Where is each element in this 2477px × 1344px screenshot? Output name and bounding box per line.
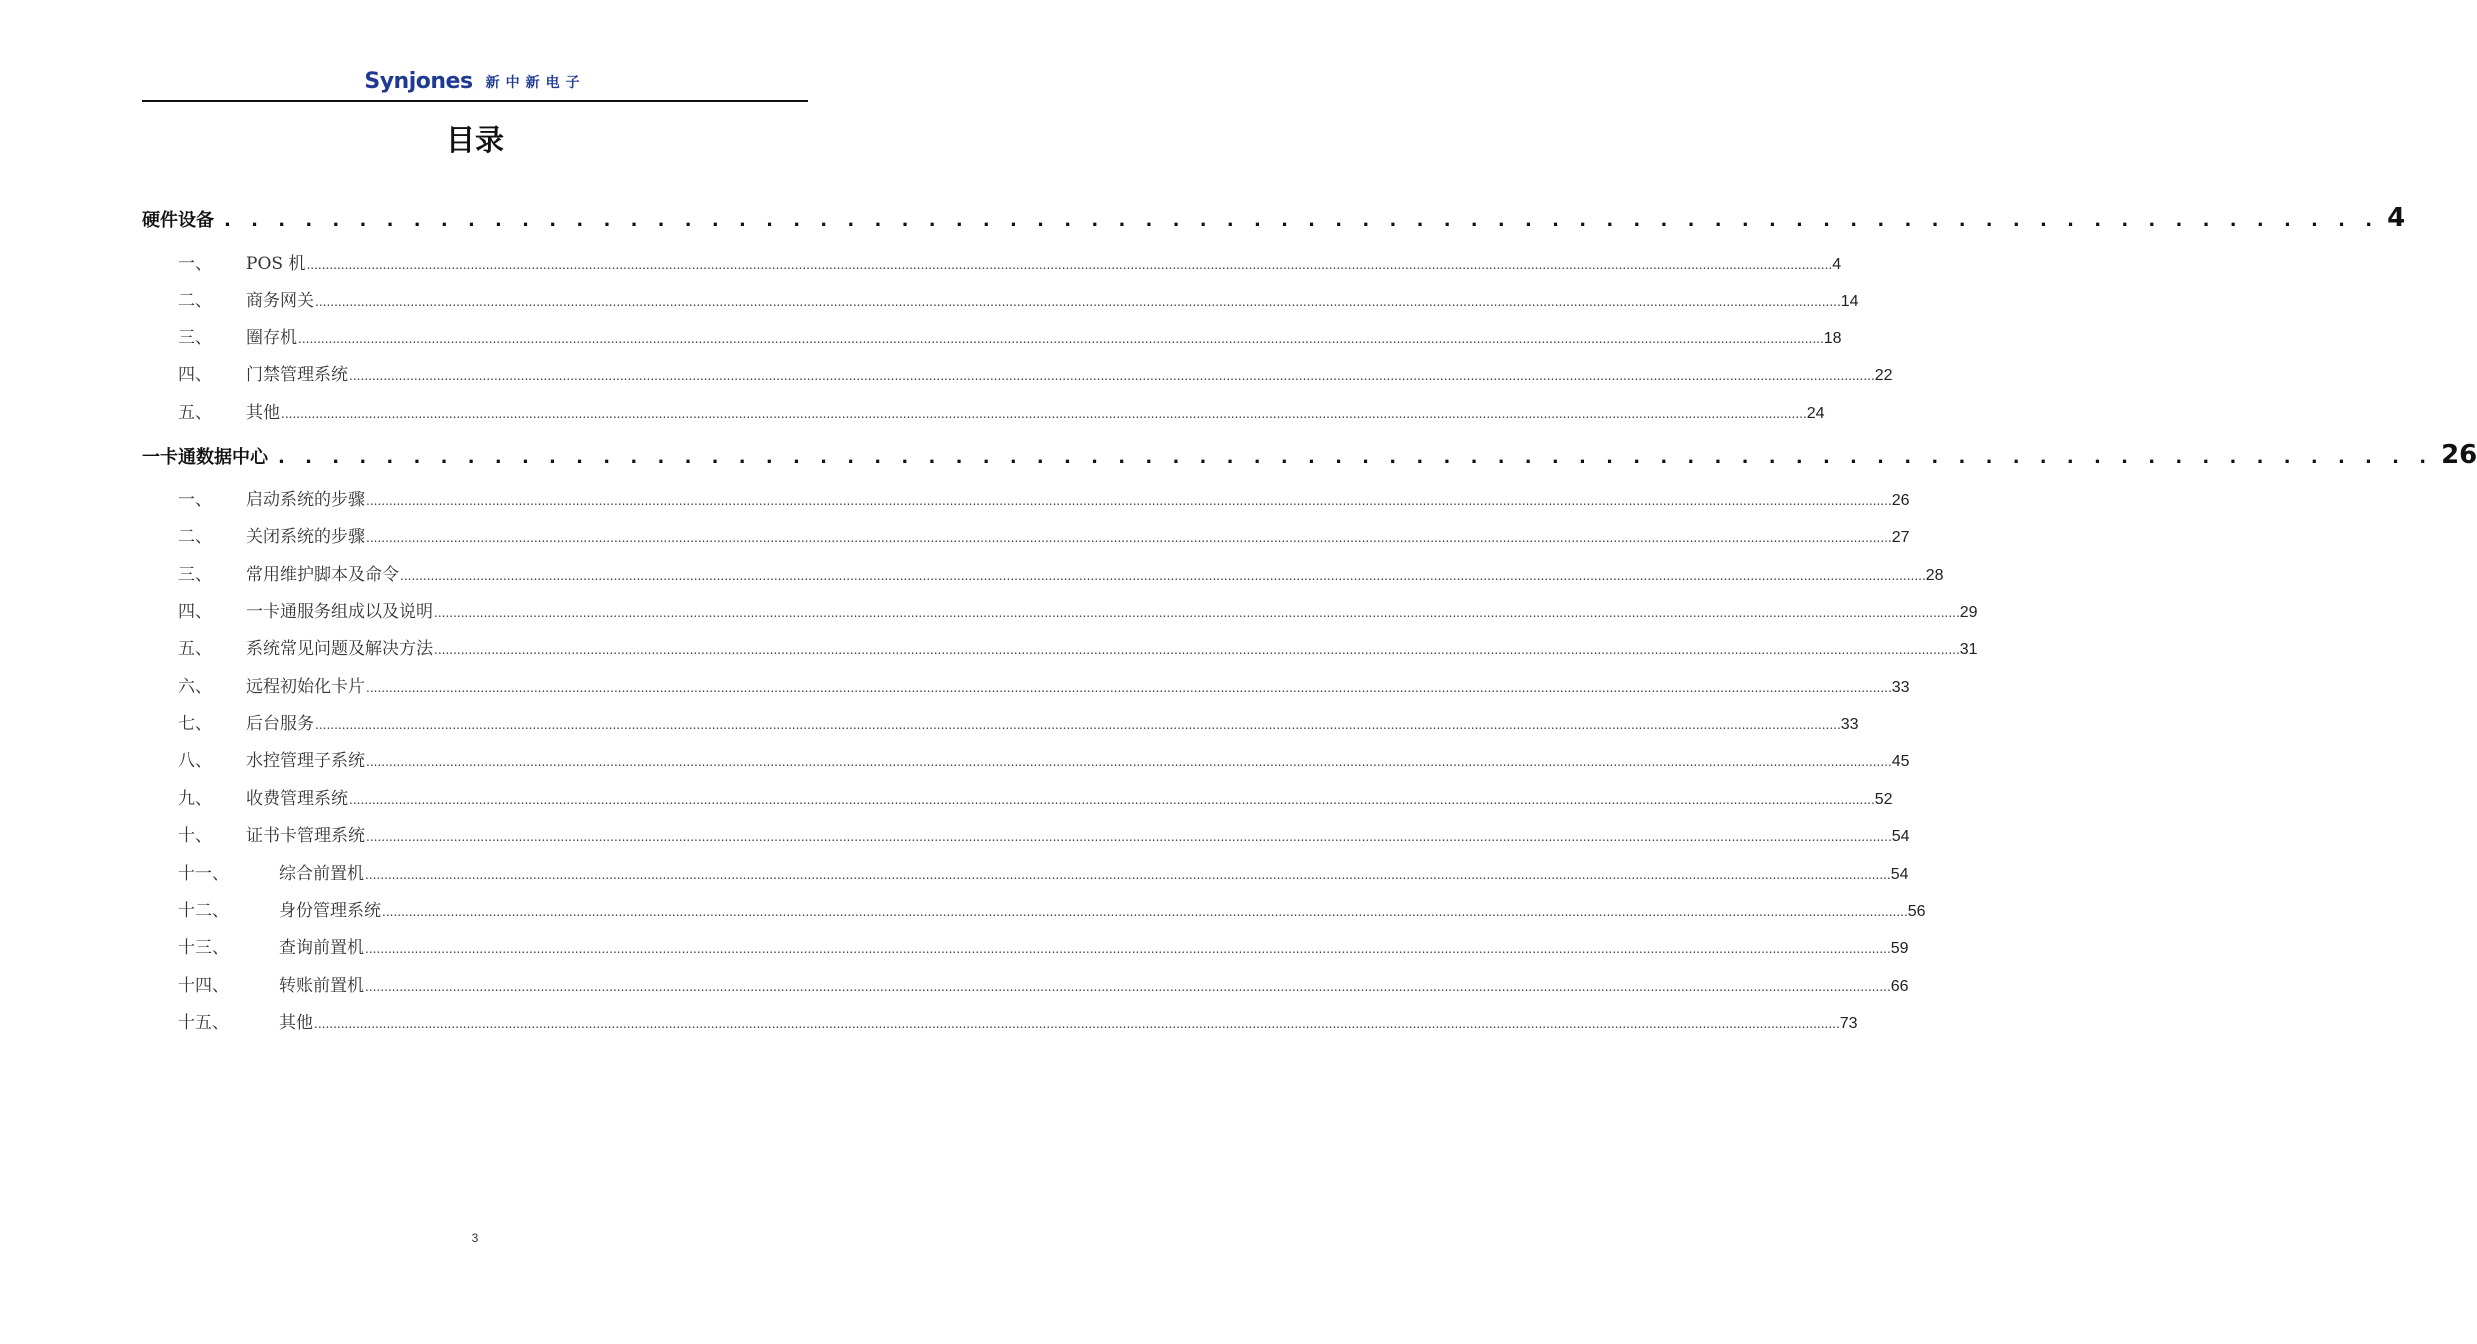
toc-section[interactable] (142, 203, 2406, 233)
toc-entry-page: 26 (1891, 492, 1910, 509)
toc-entry[interactable] (142, 1008, 1858, 1033)
toc-entry-number: 三、 (178, 328, 212, 348)
toc-entry-number: 十四、 (178, 976, 229, 996)
toc-dot-leader: ................................................................................................................................................................................................................................................................................................................................................................................................................ (366, 681, 1892, 695)
toc-entry-number: 五、 (178, 639, 212, 659)
toc-entry-page: 33 (1891, 679, 1910, 696)
toc-entry-number: 四、 (178, 602, 212, 622)
toc-entry-page: 4 (1832, 256, 1842, 273)
toc-entry[interactable] (142, 522, 1910, 547)
toc-entry[interactable] (142, 746, 1910, 771)
toc-entry[interactable] (142, 323, 1842, 348)
toc-entry-number: 五、 (178, 403, 212, 423)
toc-dot-leader: ................................................................................................................................................................................................................................................................................................................................................................................................................ (281, 407, 1807, 421)
toc-entry-title: 门禁管理系统 (246, 365, 348, 385)
toc-entry-page: 33 (1840, 716, 1859, 733)
logo-chinese-name: 新中新电子 (485, 74, 586, 91)
toc-entry-page: 45 (1891, 753, 1910, 770)
toc-entry-page: 27 (1891, 529, 1910, 546)
toc-entry-title: 圈存机 (246, 328, 297, 348)
toc-entry-page: 54 (1891, 828, 1910, 845)
toc-entry-title: 后台服务 (246, 714, 314, 734)
toc-entry-title: 转账前置机 (279, 976, 364, 996)
toc-entry-number: 八、 (178, 751, 212, 771)
toc-entry-number: 十一、 (178, 864, 229, 884)
toc-dot-leader: ................................................................................................................................................................................................................................................................................................................................................................................................................ (365, 942, 1891, 956)
toc-section-title: 一卡通数据中心 (142, 447, 268, 468)
toc-entry-title: 系统常见问题及解决方法 (246, 639, 433, 659)
toc-entry-page: 59 (1890, 940, 1909, 957)
toc-entry-title: 启动系统的步骤 (246, 490, 365, 510)
toc-dot-leader: ................................................................................................................................................................................................................................................................................................................................................................................................................ (349, 793, 1875, 807)
toc-entry-title: POS 机 (246, 254, 306, 274)
toc-entry-title: 收费管理系统 (246, 789, 348, 809)
toc-dot-leader: ................................................................................................................................................................................................................................................................................................................................................................................................................ (314, 1017, 1840, 1031)
page-title: 目录 (445, 123, 504, 157)
toc-entry-page: 66 (1890, 978, 1909, 995)
page-header (142, 66, 808, 102)
toc-dot-leader: ................................................................................................................................................................................................................................................................................................................................................................................................................ (365, 868, 1891, 882)
toc-entry-number: 十、 (178, 826, 212, 846)
toc-entry[interactable] (142, 398, 1825, 423)
toc-entry-number: 一、 (178, 254, 212, 274)
toc-entry[interactable] (142, 672, 1910, 697)
logo-wordmark: Synjones (364, 69, 473, 94)
toc-dot-leader: ................................................................................................................................................................................................................................................................................................................................................................................................................ (315, 295, 1841, 309)
toc-entry[interactable] (142, 360, 1893, 385)
company-logo (142, 69, 808, 94)
toc-entry-title: 综合前置机 (279, 864, 364, 884)
toc-dot-leader: ................................................................................................................................................................................................................................................................................................................................................................................................................ (434, 643, 1960, 657)
toc-entry[interactable] (142, 709, 1859, 734)
toc-dot-leader: ................................................................................................................................................................................................................................................................................................................................................................................................................ (365, 980, 1891, 994)
toc-entry-number: 十三、 (178, 938, 229, 958)
toc-section-title: 硬件设备 (142, 210, 214, 231)
toc-entry-title: 其他 (279, 1013, 313, 1033)
toc-dot-leader: ................................................................................................................................................................................................................................................................................................................................................................................................................ (349, 369, 1875, 383)
toc-entry-page: 54 (1890, 866, 1909, 883)
toc-entry-page: 24 (1806, 405, 1825, 422)
toc-entry[interactable] (142, 859, 1909, 884)
toc-entry-title: 常用维护脚本及命令 (246, 565, 399, 585)
toc-entry-title: 远程初始化卡片 (246, 677, 365, 697)
toc-entry-number: 二、 (178, 291, 212, 311)
toc-entry-title: 商务网关 (246, 291, 314, 311)
toc-entry-number: 一、 (178, 490, 212, 510)
toc-dot-leader: ................................................................................................................................................................................................................................................................................................................................................................................................................ (366, 755, 1892, 769)
toc-dot-leader: ................................................................................................................................................................................................................................................................................................................................................................................................................ (382, 905, 1908, 919)
toc-entry-number: 九、 (178, 789, 212, 809)
toc-entry-title: 证书卡管理系统 (246, 826, 365, 846)
toc-entry-page: 52 (1874, 791, 1893, 808)
toc-entry-title: 水控管理子系统 (246, 751, 365, 771)
toc-entry-page: 31 (1959, 641, 1978, 658)
toc-dot-leader: ................................................................................................................................................................................................................................................................................................................................................................................................................ (366, 531, 1892, 545)
toc-entry-number: 三、 (178, 565, 212, 585)
toc-entry-page: 28 (1925, 567, 1944, 584)
toc-entry-title: 一卡通服务组成以及说明 (246, 602, 433, 622)
toc-entry[interactable] (142, 560, 1944, 585)
toc-dot-leader: ................................................................................................................................................................................................................................................................................................................................................................................................................ (366, 830, 1892, 844)
toc-section-page: 26 (2441, 440, 2477, 470)
toc-entry-title: 其他 (246, 403, 280, 423)
toc-entry-number: 十五、 (178, 1013, 229, 1033)
toc-entry-page: 14 (1840, 293, 1859, 310)
toc-dot-leader: ................................................................................................................................................................................................................................................................................................................................................................................................................ (366, 494, 1892, 508)
toc-entry[interactable] (142, 933, 1909, 958)
toc-entry-page: 56 (1907, 903, 1926, 920)
toc-entry[interactable] (142, 784, 1893, 809)
toc-dot-leader: . . . . . . . . . . . . . . . . . . . . . . . . . . . . . . . . . . . . . . . . . . . . . . . . . . . . . . . . . . . . . . . . . . . . . . . . . . . . . . . . (278, 447, 2434, 468)
toc-dot-leader: ................................................................................................................................................................................................................................................................................................................................................................................................................ (306, 258, 1833, 272)
toc-entry-page: 73 (1839, 1015, 1858, 1032)
toc-entry[interactable] (142, 249, 1842, 274)
toc-section-page: 4 (2387, 203, 2406, 233)
toc-dot-leader: ................................................................................................................................................................................................................................................................................................................................................................................................................ (298, 332, 1824, 346)
toc-entry-title: 关闭系统的步骤 (246, 527, 365, 547)
toc-entry-number: 七、 (178, 714, 212, 734)
toc-dot-leader: ................................................................................................................................................................................................................................................................................................................................................................................................................ (315, 718, 1841, 732)
page-number: 3 (471, 1231, 479, 1245)
toc-entry[interactable] (142, 485, 1910, 510)
toc-entry-number: 六、 (178, 677, 212, 697)
toc-dot-leader: ................................................................................................................................................................................................................................................................................................................................................................................................................ (400, 569, 1926, 583)
toc-entry-page: 29 (1959, 604, 1978, 621)
toc-entry-page: 22 (1874, 367, 1893, 384)
toc-entry-title: 查询前置机 (279, 938, 364, 958)
toc-entry[interactable] (142, 971, 1909, 996)
toc-entry-number: 十二、 (178, 901, 229, 921)
toc-dot-leader: . . . . . . . . . . . . . . . . . . . . . . . . . . . . . . . . . . . . . . . . . . . . . . . . . . . . . . . . . . . . . . . . . . . . . . . . . . . . . . . . (224, 210, 2380, 231)
toc-entry-title: 身份管理系统 (279, 901, 381, 921)
toc-entry[interactable] (142, 634, 1978, 659)
toc-entry[interactable] (142, 286, 1859, 311)
toc-entry[interactable] (142, 821, 1910, 846)
toc-entry[interactable] (142, 597, 1978, 622)
toc-entry[interactable] (142, 896, 1926, 921)
toc-section[interactable] (142, 440, 2477, 470)
toc-dot-leader: ................................................................................................................................................................................................................................................................................................................................................................................................................ (434, 606, 1960, 620)
toc-entry-number: 二、 (178, 527, 212, 547)
toc-entry-page: 18 (1823, 330, 1842, 347)
toc-entry-number: 四、 (178, 365, 212, 385)
